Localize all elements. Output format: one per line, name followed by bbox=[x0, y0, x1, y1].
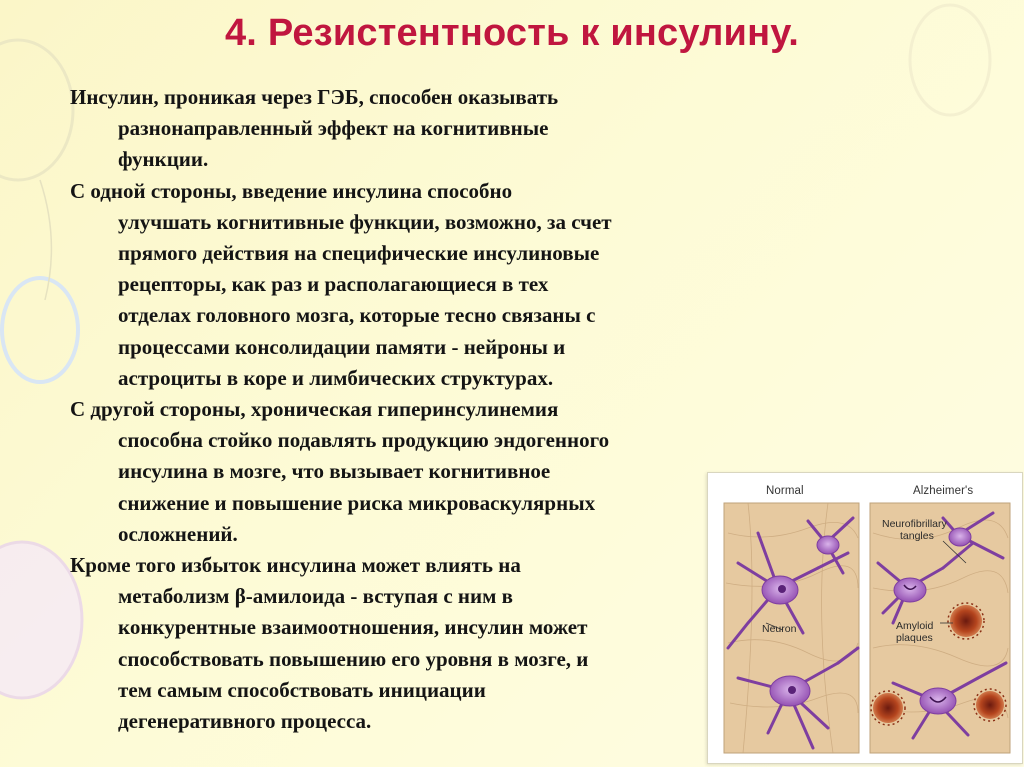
neuron-illustration bbox=[708, 473, 1024, 765]
text-line: способствовать повышению его уровня в мозге, и bbox=[118, 646, 589, 671]
text-line: астроциты в коре и лимбических структурах. bbox=[118, 365, 554, 390]
text-line: отделах головного мозга, которые тесно связаны с bbox=[118, 303, 596, 328]
text-line: тем самым способствовать инициации bbox=[118, 677, 486, 702]
tangles-label bbox=[882, 518, 947, 542]
text-line: Кроме того избыток инсулина может влиять на bbox=[70, 553, 521, 578]
body-text bbox=[70, 82, 720, 737]
text-line: конкурентные взаимоотношения, инсулин может bbox=[118, 615, 588, 640]
slide-title: 4. Резистентность к инсулину. bbox=[224, 12, 800, 54]
text-line: С одной стороны, введение инсулина способно bbox=[70, 178, 513, 203]
plaques-label-line: Amyloid bbox=[896, 620, 934, 632]
text-line: метаболизм β-амилоида - вступая с ним в bbox=[118, 584, 514, 609]
tangles-label-line: Neurofibrillary bbox=[882, 518, 947, 530]
neuron-comparison-figure bbox=[707, 472, 1023, 764]
text-line: дегенеративного процесса. bbox=[118, 709, 372, 734]
plaques-label bbox=[896, 620, 933, 644]
text-line: С другой стороны, хроническая гиперинсулинемия bbox=[70, 397, 559, 422]
alzheimers-panel-label: Alzheimer's bbox=[913, 485, 974, 497]
paragraph-insulin-bbb bbox=[70, 82, 720, 176]
text-line: функции. bbox=[118, 147, 209, 172]
text-line: способна стойко подавлять продукцию эндогенного bbox=[118, 428, 610, 453]
text-line: разнонаправленный эффект на когнитивные bbox=[118, 116, 549, 141]
text-line: рецепторы, как раз и располагающиеся в тех bbox=[118, 272, 549, 297]
text-line: процессами консолидации памяти - нейроны и bbox=[118, 334, 566, 359]
paragraph-one-side bbox=[70, 176, 720, 394]
plaques-label-line: plaques bbox=[896, 632, 933, 644]
text-line: осложнений. bbox=[118, 521, 238, 546]
paragraph-other-side bbox=[70, 394, 720, 550]
text-line: Инсулин, проникая через ГЭБ, способен оказывать bbox=[70, 85, 559, 109]
paragraph-beta-amyloid bbox=[70, 550, 720, 737]
neuron-label: Neuron bbox=[762, 623, 797, 635]
text-line: инсулина в мозге, что вызывает когнитивное bbox=[118, 459, 551, 484]
tangles-label-line: tangles bbox=[900, 530, 934, 542]
text-line: улучшать когнитивные функции, возможно, за счет bbox=[118, 209, 612, 234]
text-line: прямого действия на специфические инсулиновые bbox=[118, 241, 600, 266]
text-line: снижение и повышение риска микроваскулярных bbox=[118, 490, 596, 515]
normal-panel-label: Normal bbox=[766, 485, 804, 497]
